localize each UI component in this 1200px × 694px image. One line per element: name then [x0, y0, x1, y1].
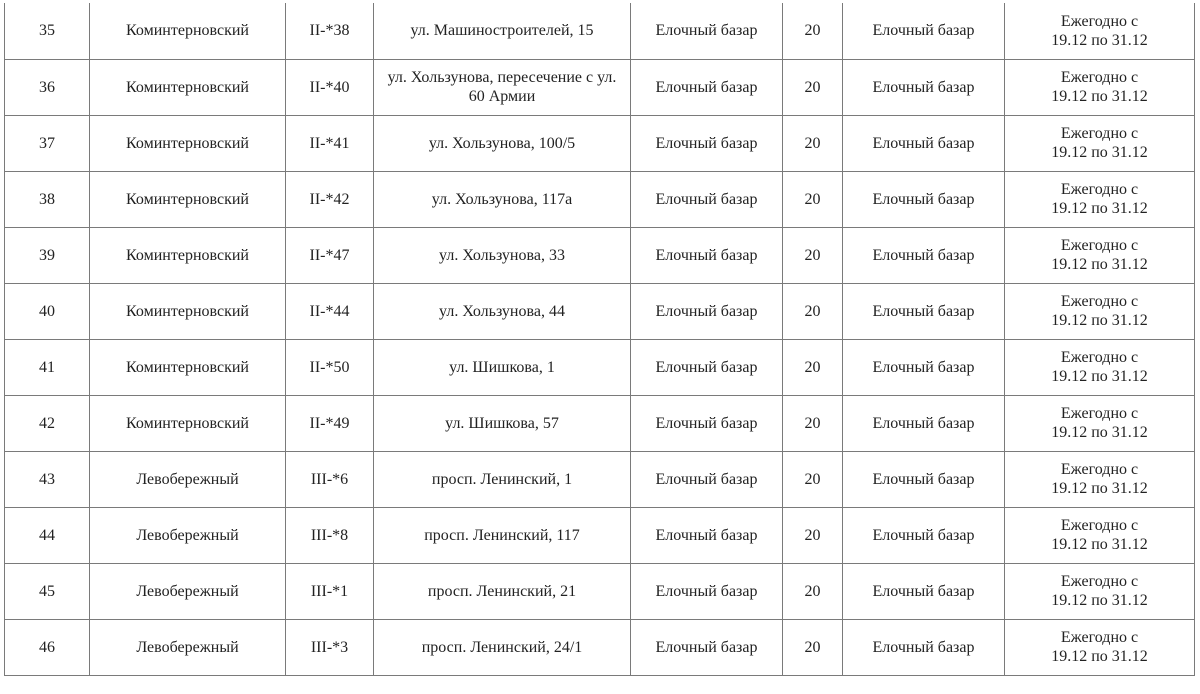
term-line: 19.12 по 31.12: [1051, 31, 1148, 49]
cell-specialization: Елочный базар: [843, 59, 1005, 115]
cell-place-code: II-*38: [286, 3, 374, 59]
table-row: [5, 283, 1195, 339]
cell-object-type: Елочный базар: [631, 3, 783, 59]
table-row: [5, 59, 1195, 115]
cell-address: ул. Хользунова, 44: [374, 283, 631, 339]
cell-place-code: II-*47: [286, 227, 374, 283]
cell-number: 36: [5, 59, 90, 115]
cell-place-code: II-*41: [286, 115, 374, 171]
cell-number: 41: [5, 339, 90, 395]
term-line: Ежегодно с: [1060, 461, 1139, 478]
cell-district: Левобережный: [90, 451, 286, 507]
cell-term: [1005, 227, 1195, 283]
cell-object-type: Елочный базар: [631, 451, 783, 507]
cell-number: 40: [5, 283, 90, 339]
term-line: Ежегодно с: [1060, 125, 1139, 142]
term-line: 19.12 по 31.12: [1051, 88, 1148, 105]
term-line: Ежегодно с: [1060, 293, 1139, 310]
table-row: [5, 339, 1195, 395]
cell-count: 20: [783, 227, 843, 283]
cell-object-type: Елочный базар: [631, 59, 783, 115]
cell-count: 20: [783, 451, 843, 507]
cell-place-code: II-*42: [286, 171, 374, 227]
table-row: [5, 227, 1195, 283]
cell-specialization: Елочный базар: [843, 283, 1005, 339]
cell-district: Левобережный: [90, 563, 286, 619]
term-line: 19.12 по 31.12: [1051, 312, 1148, 329]
cell-specialization: Елочный базар: [843, 395, 1005, 451]
cell-number: 35: [5, 3, 90, 59]
cell-address: просп. Ленинский, 117: [374, 507, 631, 563]
cell-specialization: Елочный базар: [843, 227, 1005, 283]
cell-address: ул. Хользунова, пересечение с ул. 60 Армии: [374, 59, 631, 115]
term-line: 19.12 по 31.12: [1051, 368, 1148, 385]
term-line: Ежегодно с: [1060, 12, 1139, 30]
cell-specialization: Елочный базар: [843, 339, 1005, 395]
term-line: Ежегодно с: [1060, 69, 1139, 86]
cell-term: [1005, 115, 1195, 171]
cell-place-code: II-*49: [286, 395, 374, 451]
table-row: [5, 507, 1195, 563]
cell-object-type: Елочный базар: [631, 339, 783, 395]
cell-number: 37: [5, 115, 90, 171]
term-line: Ежегодно с: [1060, 573, 1139, 590]
cell-address: просп. Ленинский, 24/1: [374, 619, 631, 675]
cell-number: 39: [5, 227, 90, 283]
cell-specialization: Елочный базар: [843, 115, 1005, 171]
term-line: 19.12 по 31.12: [1051, 480, 1148, 497]
cell-specialization: Елочный базар: [843, 171, 1005, 227]
cell-district: Коминтерновский: [90, 3, 286, 59]
cell-address: просп. Ленинский, 21: [374, 563, 631, 619]
cell-specialization: Елочный базар: [843, 507, 1005, 563]
document-page: [4, 3, 1195, 676]
cell-number: 46: [5, 619, 90, 675]
cell-place-code: III-*3: [286, 619, 374, 675]
cell-term: [1005, 563, 1195, 619]
term-line: Ежегодно с: [1060, 181, 1139, 198]
term-line: 19.12 по 31.12: [1051, 424, 1148, 441]
cell-object-type: Елочный базар: [631, 563, 783, 619]
table-row: [5, 619, 1195, 675]
cell-number: 38: [5, 171, 90, 227]
cell-term: [1005, 507, 1195, 563]
cell-count: 20: [783, 171, 843, 227]
table-row: [5, 563, 1195, 619]
cell-object-type: Елочный базар: [631, 395, 783, 451]
cell-address: ул. Хользунова, 100/5: [374, 115, 631, 171]
cell-address: ул. Машиностроителей, 15: [374, 3, 631, 59]
cell-number: 44: [5, 507, 90, 563]
cell-place-code: III-*8: [286, 507, 374, 563]
term-line: Ежегодно с: [1060, 629, 1139, 646]
table-row: [5, 3, 1195, 59]
cell-district: Коминтерновский: [90, 171, 286, 227]
term-line: Ежегодно с: [1060, 349, 1139, 366]
cell-term: [1005, 619, 1195, 675]
term-line: 19.12 по 31.12: [1051, 200, 1148, 217]
cell-district: Коминтерновский: [90, 283, 286, 339]
term-line: 19.12 по 31.12: [1051, 648, 1148, 665]
cell-term: [1005, 171, 1195, 227]
cell-district: Коминтерновский: [90, 395, 286, 451]
cell-address: ул. Шишкова, 1: [374, 339, 631, 395]
cell-object-type: Елочный базар: [631, 227, 783, 283]
cell-count: 20: [783, 563, 843, 619]
cell-specialization: Елочный базар: [843, 451, 1005, 507]
cell-address: ул. Шишкова, 57: [374, 395, 631, 451]
table-row: [5, 115, 1195, 171]
cell-specialization: Елочный базар: [843, 619, 1005, 675]
cell-count: 20: [783, 115, 843, 171]
cell-term: [1005, 451, 1195, 507]
cell-number: 42: [5, 395, 90, 451]
cell-count: 20: [783, 3, 843, 59]
cell-specialization: Елочный базар: [843, 563, 1005, 619]
cell-count: 20: [783, 619, 843, 675]
cell-term: [1005, 395, 1195, 451]
cell-object-type: Елочный базар: [631, 115, 783, 171]
term-line: 19.12 по 31.12: [1051, 536, 1148, 553]
cell-term: [1005, 3, 1195, 59]
cell-object-type: Елочный базар: [631, 507, 783, 563]
cell-term: [1005, 339, 1195, 395]
cell-number: 45: [5, 563, 90, 619]
table-row: [5, 171, 1195, 227]
cell-object-type: Елочный базар: [631, 619, 783, 675]
cell-term: [1005, 283, 1195, 339]
table-row: [5, 451, 1195, 507]
cell-district: Коминтерновский: [90, 115, 286, 171]
table-body: [5, 3, 1195, 675]
cell-object-type: Елочный базар: [631, 171, 783, 227]
cell-district: Коминтерновский: [90, 227, 286, 283]
cell-specialization: Елочный базар: [843, 3, 1005, 59]
cell-place-code: III-*6: [286, 451, 374, 507]
cell-address: ул. Хользунова, 33: [374, 227, 631, 283]
cell-district: Коминтерновский: [90, 339, 286, 395]
cell-district: Левобережный: [90, 507, 286, 563]
table-row: [5, 395, 1195, 451]
term-line: Ежегодно с: [1060, 405, 1139, 422]
trade-places-table: [4, 3, 1195, 676]
term-line: 19.12 по 31.12: [1051, 592, 1148, 609]
cell-count: 20: [783, 283, 843, 339]
cell-address: просп. Ленинский, 1: [374, 451, 631, 507]
cell-place-code: II-*40: [286, 59, 374, 115]
cell-place-code: II-*44: [286, 283, 374, 339]
term-line: Ежегодно с: [1060, 237, 1139, 254]
cell-count: 20: [783, 59, 843, 115]
cell-place-code: III-*1: [286, 563, 374, 619]
cell-count: 20: [783, 339, 843, 395]
cell-district: Коминтерновский: [90, 59, 286, 115]
cell-district: Левобережный: [90, 619, 286, 675]
cell-term: [1005, 59, 1195, 115]
cell-object-type: Елочный базар: [631, 283, 783, 339]
cell-place-code: II-*50: [286, 339, 374, 395]
cell-number: 43: [5, 451, 90, 507]
cell-count: 20: [783, 395, 843, 451]
term-line: Ежегодно с: [1060, 517, 1139, 534]
cell-address: ул. Хользунова, 117а: [374, 171, 631, 227]
term-line: 19.12 по 31.12: [1051, 144, 1148, 161]
term-line: 19.12 по 31.12: [1051, 256, 1148, 273]
cell-count: 20: [783, 507, 843, 563]
